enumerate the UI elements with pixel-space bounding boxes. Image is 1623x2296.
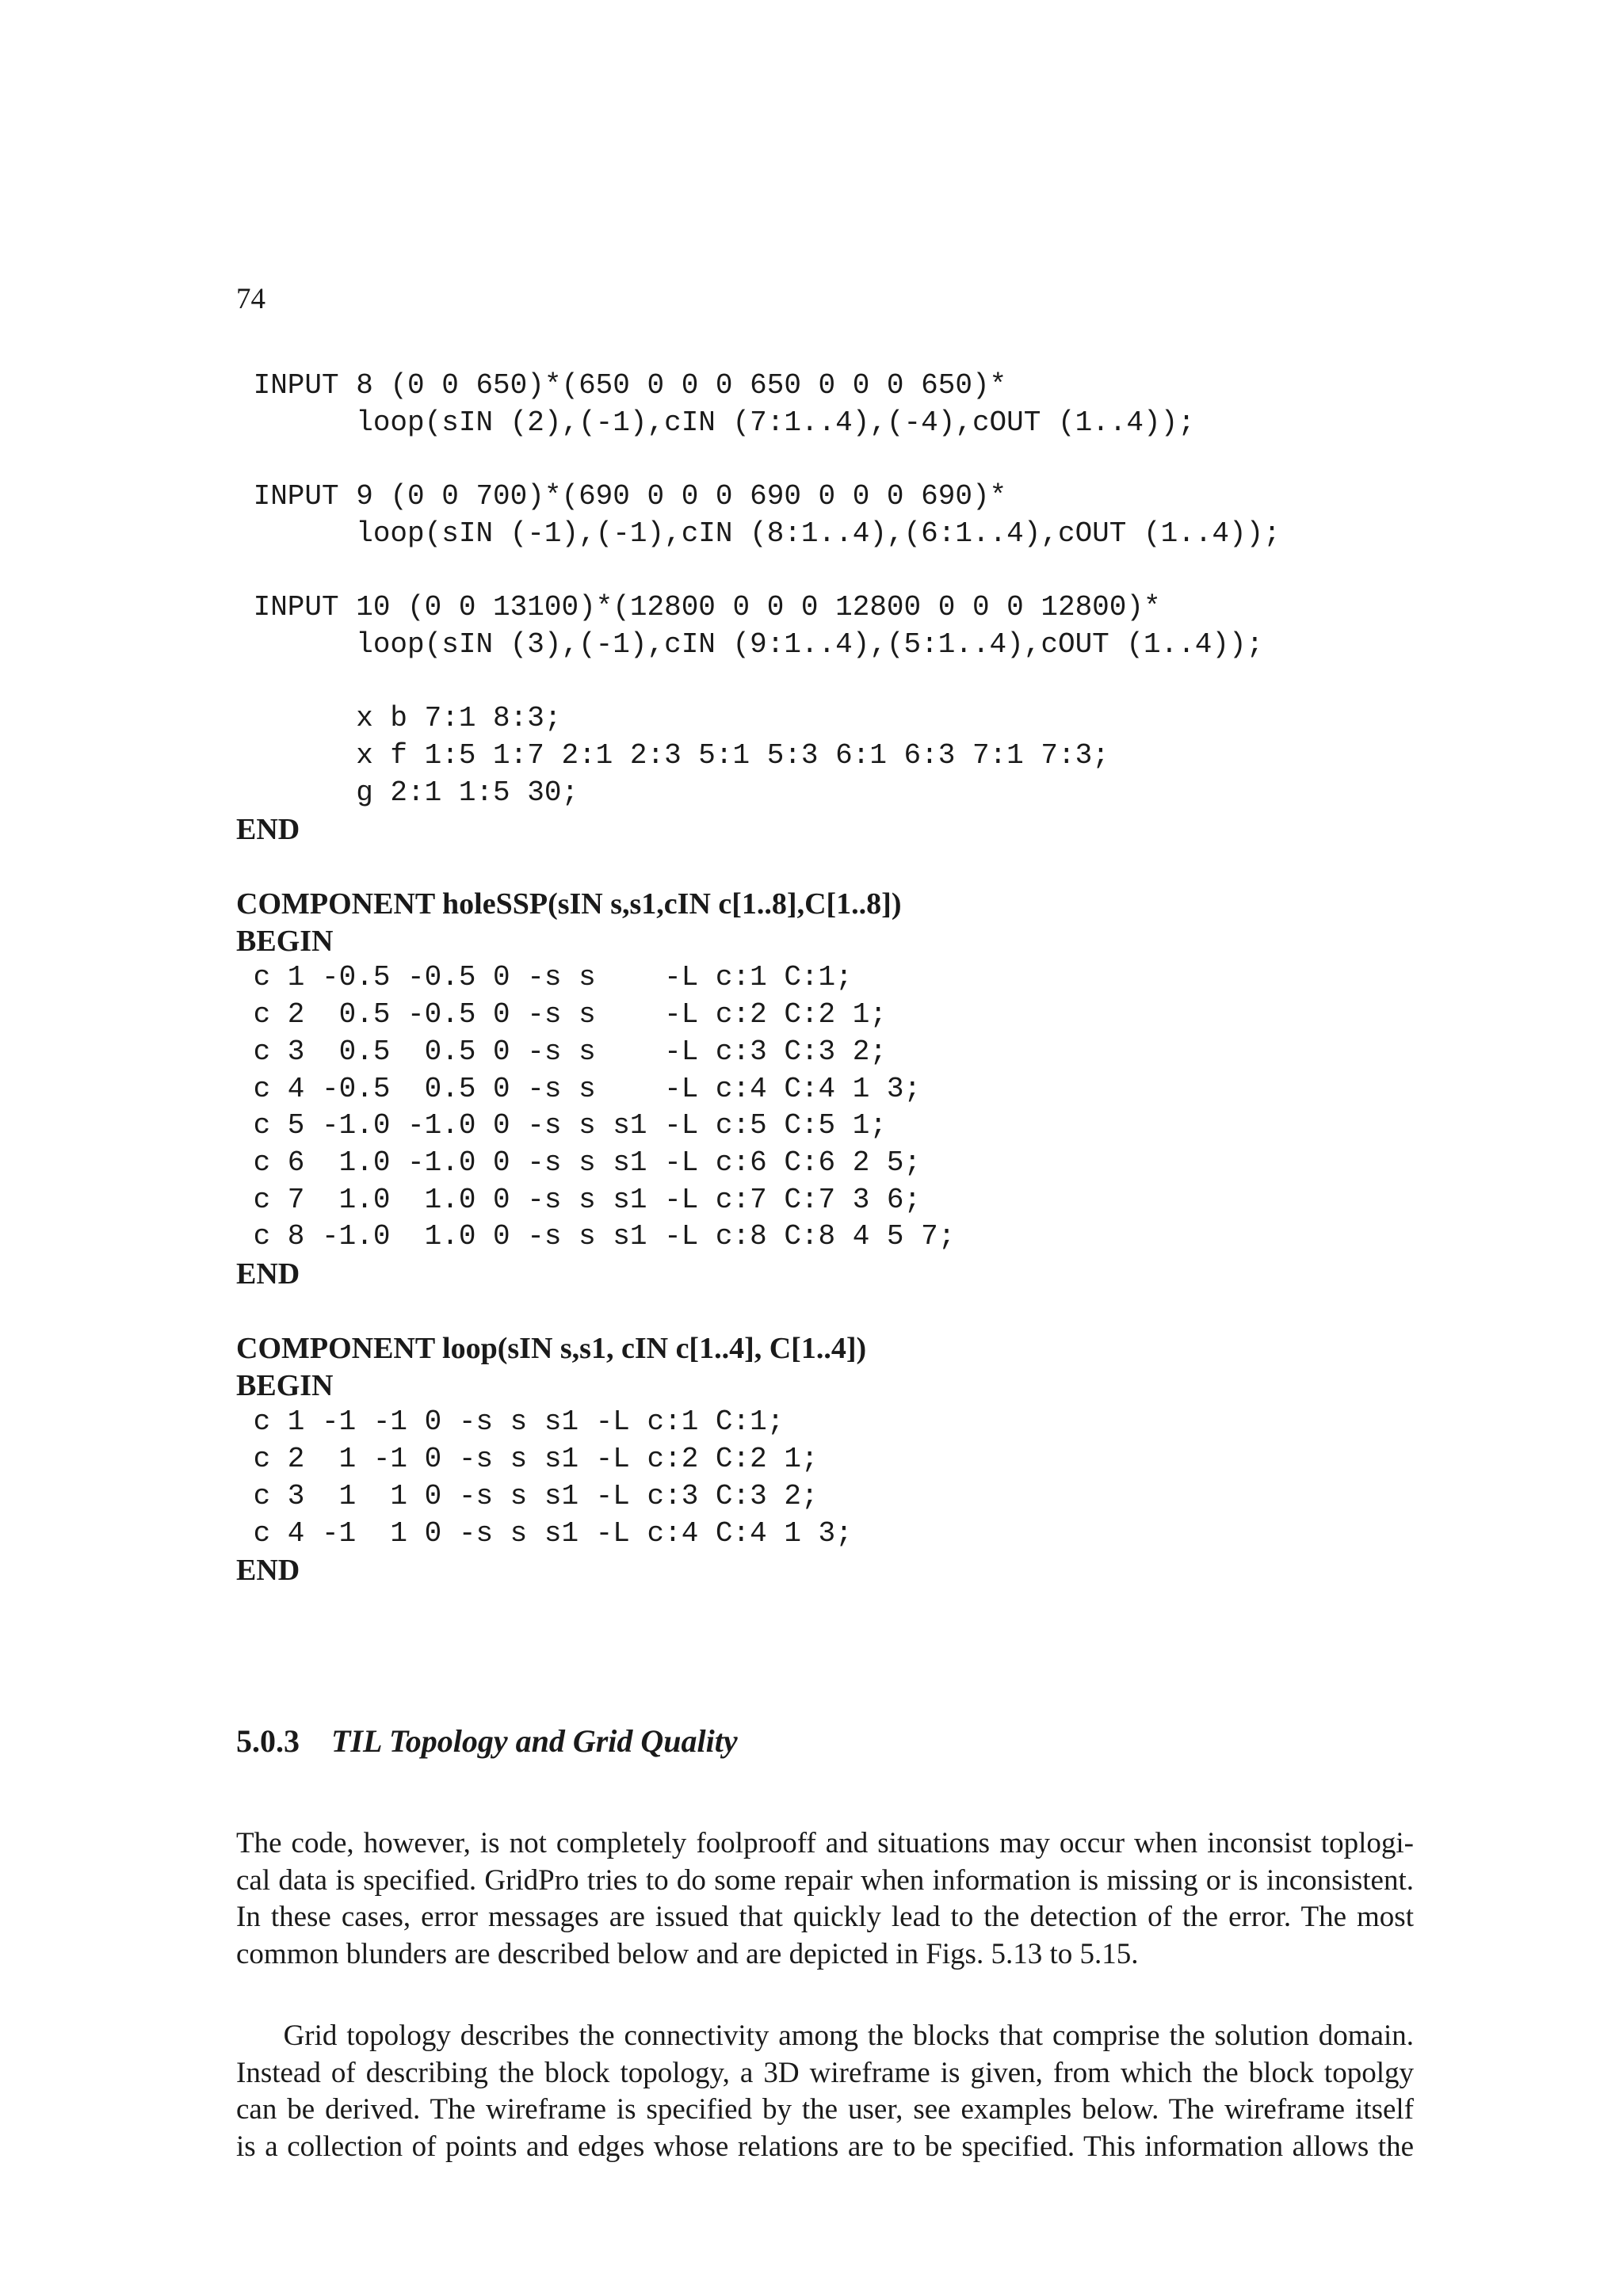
code-line: c 3 0.5 0.5 0 -s s -L c:3 C:3 2; <box>236 1035 887 1068</box>
paragraph-line: Grid topology describes the connectivity among the blocks that comprise the solution domain. <box>236 2019 1414 2052</box>
component-header: COMPONENT loop(sIN s,s1, cIN c[1..4], C[1..4]) <box>236 1332 867 1365</box>
code-line <box>236 553 1281 590</box>
code-line: c 6 1.0 -1.0 0 -s s s1 -L c:6 C:6 2 5; <box>236 1146 922 1179</box>
paragraph-line: common blunders are described below and are depicted in Figs. 5.13 to 5.15. <box>236 1937 1139 1970</box>
begin-keyword: BEGIN <box>236 924 334 958</box>
page-number: 74 <box>236 283 265 315</box>
paragraph-line: can be derived. The wireframe is specified by the user, see examples below. The wireframe itself <box>236 2093 1414 2126</box>
begin-keyword: BEGIN <box>236 1368 334 1402</box>
paragraph-line: Instead of describing the block topology, a 3D wireframe is given, from which the block topolgy <box>236 2056 1414 2089</box>
code-line: c 3 1 1 0 -s s s1 -L c:3 C:3 2; <box>236 1479 819 1512</box>
body-paragraph <box>236 1825 1414 1973</box>
code-line: x b 7:1 8:3; <box>236 702 562 735</box>
component-holessp-block <box>236 886 955 1293</box>
code-line: loop(sIN (3),(-1),cIN (9:1..4),(5:1..4),cOUT (1..4)); <box>236 627 1264 661</box>
code-line: g 2:1 1:5 30; <box>236 776 579 809</box>
component-header: COMPONENT holeSSP(sIN s,s1,cIN c[1..8],C[1..8]) <box>236 887 902 921</box>
code-line: INPUT 8 (0 0 650)*(650 0 0 0 650 0 0 0 650)* <box>236 369 1007 402</box>
input-code-block <box>236 368 1281 849</box>
paragraph-line: cal data is specified. GridPro tries to do some repair when information is missing or is inconsistent. <box>236 1863 1414 1897</box>
end-keyword: END <box>236 1257 300 1291</box>
code-line: c 4 -1 1 0 -s s s1 -L c:4 C:4 1 3; <box>236 1516 853 1550</box>
paragraph-line: In these cases, error messages are issued that quickly lead to the detection of the error. The most <box>236 1901 1414 1933</box>
code-line <box>236 664 1281 701</box>
end-keyword: END <box>236 813 300 847</box>
code-line: c 4 -0.5 0.5 0 -s s -L c:4 C:4 1 3; <box>236 1072 922 1105</box>
code-line: INPUT 9 (0 0 700)*(690 0 0 0 690 0 0 0 690)* <box>236 480 1007 513</box>
section-title: TIL Topology and Grid Quality <box>331 1723 738 1759</box>
end-keyword: END <box>236 1554 300 1588</box>
code-line: c 1 -1 -1 0 -s s s1 -L c:1 C:1; <box>236 1405 785 1439</box>
code-line: loop(sIN (2),(-1),cIN (7:1..4),(-4),cOUT (1..4)); <box>236 406 1195 439</box>
section-heading <box>236 1722 738 1760</box>
component-loop-block <box>236 1330 866 1589</box>
code-line: x f 1:5 1:7 2:1 2:3 5:1 5:3 6:1 6:3 7:1 7:3; <box>236 739 1109 772</box>
code-line <box>236 441 1281 479</box>
section-number: 5.0.3 <box>236 1723 300 1759</box>
paragraph-line: The code, however, is not completely foolprooff and situations may occur when inconsist toplogi- <box>236 1827 1414 1859</box>
code-line: c 2 1 -1 0 -s s s1 -L c:2 C:2 1; <box>236 1443 819 1476</box>
code-line: c 5 -1.0 -1.0 0 -s s s1 -L c:5 C:5 1; <box>236 1109 887 1142</box>
body-paragraph <box>236 2018 1414 2165</box>
code-line: c 2 0.5 -0.5 0 -s s -L c:2 C:2 1; <box>236 998 887 1032</box>
code-line: loop(sIN (-1),(-1),cIN (8:1..4),(6:1..4),cOUT (1..4)); <box>236 517 1281 550</box>
code-line: c 7 1.0 1.0 0 -s s s1 -L c:7 C:7 3 6; <box>236 1183 922 1216</box>
code-line: c 1 -0.5 -0.5 0 -s s -L c:1 C:1; <box>236 961 853 994</box>
paragraph-line: is a collection of points and edges whose relations are to be specified. This information allows the <box>236 2130 1414 2163</box>
code-line: INPUT 10 (0 0 13100)*(12800 0 0 0 12800 0 0 0 12800)* <box>236 591 1161 624</box>
code-line: c 8 -1.0 1.0 0 -s s s1 -L c:8 C:8 4 5 7; <box>236 1220 956 1253</box>
